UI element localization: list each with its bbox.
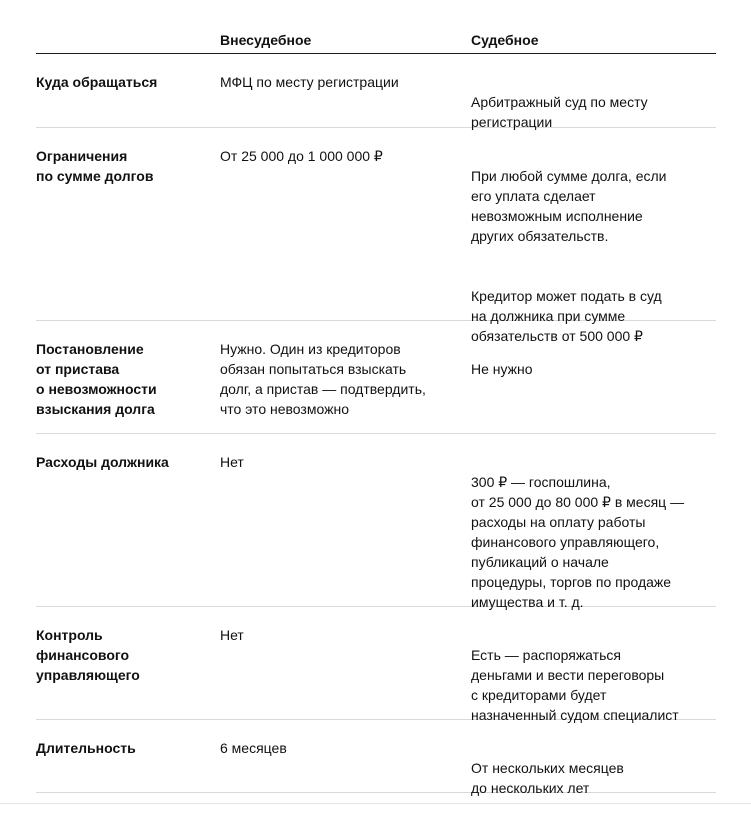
- row-label: Ограничения по сумме долгов: [36, 148, 154, 184]
- row-label: Длительность: [36, 740, 136, 756]
- cell-court-text: Есть — распоряжаться деньгами и вести переговоры с кредиторами будет назначенный судом специалист: [471, 647, 679, 723]
- row-label: Постановление от пристава о невозможности взыскания долга: [36, 341, 157, 417]
- cell-court-text: Не нужно: [471, 361, 533, 377]
- comparison-table: [36, 28, 716, 796]
- page-bottom-divider: [0, 803, 751, 804]
- cell-out-of-court: Нет: [220, 627, 244, 643]
- table-row: [36, 434, 716, 610]
- cell-out-of-court: Нет: [220, 454, 244, 470]
- cell-court: [471, 146, 716, 344]
- table-header: [36, 28, 716, 54]
- header-out-of-court: Внесудебное: [220, 32, 312, 48]
- cell-court: [471, 339, 716, 415]
- cell-court-text: Кредитор может подать в суд на должника при сумме обязательств от 500 000 ₽: [471, 288, 662, 344]
- cell-court: [471, 625, 716, 723]
- cell-out-of-court: 6 месяцев: [220, 740, 287, 756]
- header-court: Судебное: [471, 32, 539, 48]
- cell-court-text: При любой сумме долга, если его уплата сделает невозможным исполнение других обязательств.: [471, 168, 667, 244]
- cell-out-of-court: Нужно. Один из кредиторов обязан попытаться взыскать долг, а пристав — подтвердить, что это невозможно: [220, 341, 426, 417]
- header-criterion: [36, 28, 220, 53]
- cell-court: [471, 738, 716, 796]
- cell-court: [471, 452, 716, 610]
- table-row: [36, 128, 716, 344]
- row-label: Куда обращаться: [36, 74, 158, 90]
- cell-court-text: 300 ₽ — госпошлина, от 25 000 до 80 000 ₽ в месяц — расходы на оплату работы финансового управляющего, публикаций о начале процедуры, торгов по продаже имущества и т. д.: [471, 474, 685, 610]
- cell-court: [471, 72, 716, 130]
- cell-out-of-court: МФЦ по месту регистрации: [220, 74, 399, 90]
- table-row: [36, 54, 716, 128]
- row-label: Расходы должника: [36, 454, 169, 470]
- row-label: Контроль финансового управляющего: [36, 627, 140, 683]
- cell-court-text: От нескольких месяцев до нескольких лет: [471, 760, 624, 796]
- cell-out-of-court: От 25 000 до 1 000 000 ₽: [220, 148, 383, 164]
- cell-court-text: Арбитражный суд по месту регистрации: [471, 94, 648, 130]
